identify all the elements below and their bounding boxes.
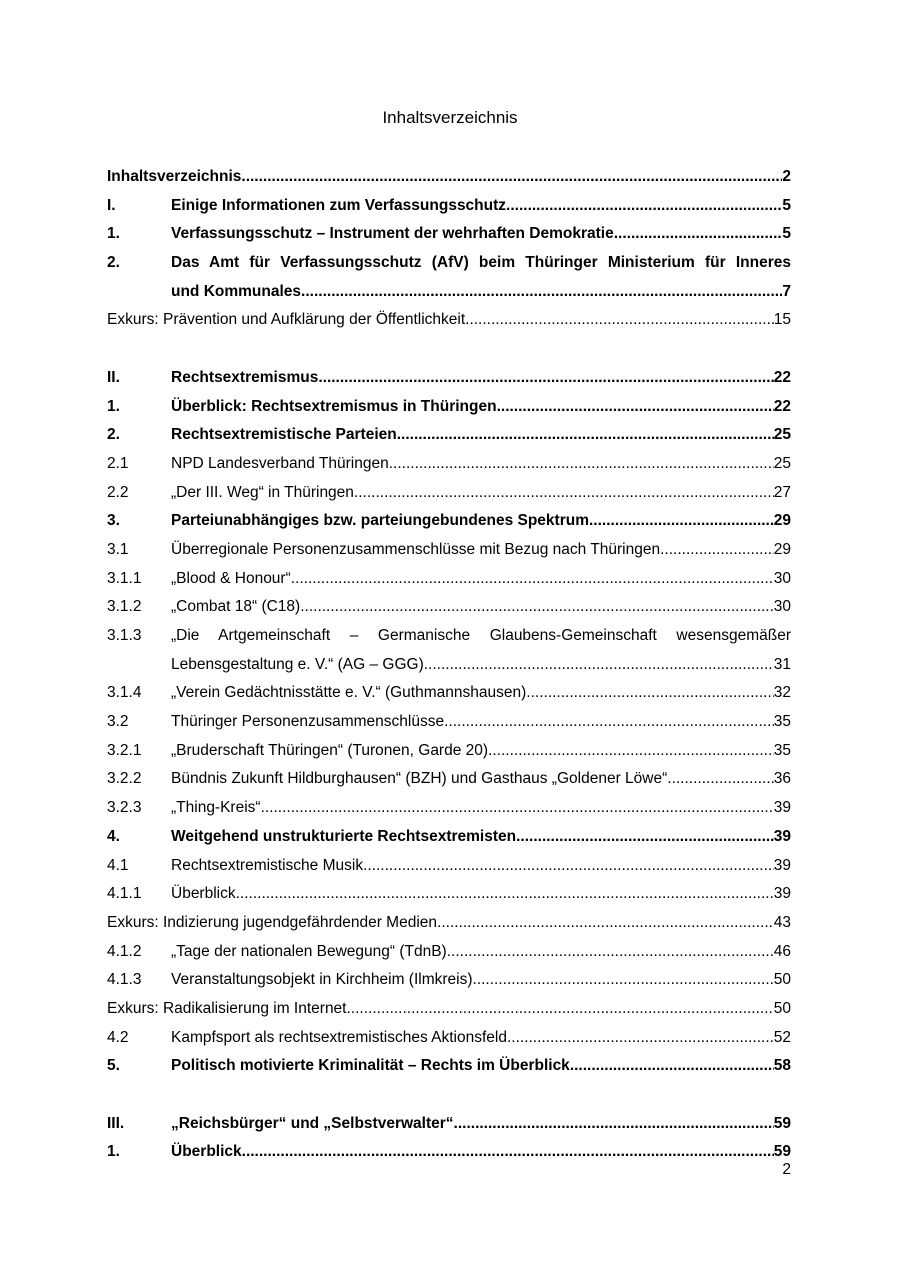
toc-entry-title: Veranstaltungsobjekt in Kirchheim (Ilmkreis) — [171, 971, 473, 989]
toc-entry-title: Weitgehend unstrukturierte Rechtsextremisten — [171, 827, 517, 845]
toc-leader-dots — [437, 909, 774, 938]
toc-entry-title: Rechtsextremismus — [171, 368, 319, 386]
toc-leader-dots — [507, 1024, 774, 1053]
toc-leader-dots — [241, 163, 782, 192]
toc-entry-title: „Combat 18“ (C18) — [171, 598, 301, 616]
toc-entry-page: 32 — [773, 684, 791, 702]
toc-leader-dots — [526, 679, 773, 708]
toc-entry-page: 31 — [773, 655, 791, 673]
toc-leader-dots — [363, 852, 774, 881]
toc-entry-number: 2. — [107, 254, 120, 272]
toc-entry-page: 58 — [773, 1057, 791, 1075]
toc-entry-number: 3.1.3 — [107, 627, 142, 644]
toc-entry-page: 39 — [773, 799, 791, 817]
toc-leader-dots — [473, 966, 774, 995]
toc-entry-title: Rechtsextremistische Musik — [171, 856, 364, 874]
table-of-contents — [107, 163, 791, 1167]
toc-entry[interactable] — [107, 220, 791, 249]
toc-entry-number: 3.1.1 — [107, 569, 142, 587]
toc-entry[interactable] — [107, 938, 791, 967]
toc-entry[interactable] — [107, 1052, 791, 1081]
toc-entry[interactable] — [107, 823, 791, 852]
toc-entry-page: 29 — [773, 512, 791, 530]
toc-entry-number: 3. — [107, 512, 120, 530]
toc-entry[interactable] — [107, 507, 791, 536]
toc-entry-number: 4. — [107, 827, 120, 845]
toc-entry-number: 4.1 — [107, 856, 129, 874]
toc-entry-title: Exkurs: Prävention und Aufklärung der Öffentlichkeit — [107, 311, 466, 329]
toc-entry-title: „Reichsbürger“ und „Selbstverwalter“ — [171, 1114, 454, 1132]
toc-entry[interactable] — [107, 880, 791, 909]
toc-leader-dots — [516, 823, 774, 852]
toc-entry-page: 35 — [773, 713, 791, 731]
toc-entry-title: „Die Artgemeinschaft – Germanische Glaubens-Gemeinschaft wesensgemäßer — [171, 627, 791, 644]
toc-entry-page: 39 — [773, 827, 791, 845]
toc-entry-number: II. — [107, 368, 120, 386]
toc-entry-title: Überblick: Rechtsextremismus in Thüringen — [171, 397, 497, 415]
toc-entry-number: 5. — [107, 1057, 120, 1075]
toc-entry-page: 30 — [773, 598, 791, 616]
toc-entry-title: „Thing-Kreis“ — [171, 799, 261, 817]
toc-entry-number: 3.1.2 — [107, 598, 142, 616]
toc-entry-page: 30 — [773, 569, 791, 587]
toc-entry-title: Rechtsextremistische Parteien — [171, 426, 397, 444]
toc-entry[interactable] — [107, 765, 791, 794]
page-number: 2 — [782, 1161, 791, 1178]
section-gap — [107, 335, 791, 364]
toc-entry-page: 7 — [782, 282, 791, 300]
toc-entry[interactable] — [107, 622, 791, 651]
page-title: Inhaltsverzeichnis — [382, 108, 518, 127]
toc-entry-page: 29 — [773, 540, 791, 558]
toc-entry-page: 52 — [773, 1028, 791, 1046]
toc-entry-number: 3.2.2 — [107, 770, 142, 788]
section-gap — [107, 1081, 791, 1110]
toc-entry[interactable] — [107, 192, 791, 221]
toc-entry[interactable] — [107, 163, 791, 192]
toc-entry-number: III. — [107, 1114, 125, 1132]
toc-leader-dots — [301, 278, 782, 307]
toc-entry-number: 2.1 — [107, 454, 129, 472]
toc-entry-title: Exkurs: Indizierung jugendgefährdender Medien — [107, 913, 438, 931]
toc-entry-title: Kampfsport als rechtsextremistisches Aktionsfeld — [171, 1028, 507, 1046]
toc-entry-page: 59 — [773, 1143, 791, 1161]
toc-leader-dots — [300, 593, 774, 622]
toc-leader-dots — [347, 995, 774, 1024]
toc-entry-title: „Bruderschaft Thüringen“ (Turonen, Garde 20) — [171, 741, 489, 759]
toc-entry-title: NPD Landesverband Thüringen — [171, 454, 389, 472]
toc-leader-dots — [465, 306, 774, 335]
toc-leader-dots — [570, 1052, 774, 1081]
toc-entry-title: Exkurs: Radikalisierung im Internet — [107, 999, 347, 1017]
toc-entry-page: 27 — [773, 483, 791, 501]
toc-entry-title: Überblick — [171, 885, 236, 903]
toc-entry[interactable] — [107, 479, 791, 508]
toc-entry[interactable] — [107, 737, 791, 766]
toc-leader-dots — [506, 192, 782, 221]
toc-entry-page: 25 — [773, 454, 791, 472]
toc-entry-continuation[interactable] — [107, 651, 791, 680]
toc-leader-dots — [397, 421, 774, 450]
toc-entry[interactable] — [107, 1138, 791, 1167]
toc-entry[interactable] — [107, 249, 791, 278]
toc-entry-number: 3.2.1 — [107, 741, 142, 759]
toc-entry[interactable] — [107, 1024, 791, 1053]
toc-entry-number: 2. — [107, 426, 120, 444]
toc-leader-dots — [261, 794, 774, 823]
toc-entry[interactable] — [107, 852, 791, 881]
toc-leader-dots — [488, 737, 774, 766]
toc-leader-dots — [660, 536, 774, 565]
toc-entry-page: 36 — [773, 770, 791, 788]
toc-entry[interactable] — [107, 306, 791, 335]
toc-entry[interactable] — [107, 794, 791, 823]
toc-entry-title: Inhaltsverzeichnis — [107, 168, 242, 185]
toc-entry-page: 59 — [773, 1114, 791, 1132]
toc-entry-page: 50 — [773, 971, 791, 989]
toc-leader-dots — [424, 651, 774, 680]
toc-entry-number: I. — [107, 196, 116, 214]
toc-leader-dots — [444, 708, 774, 737]
toc-entry-page: 46 — [773, 942, 791, 960]
toc-entry-number: 4.1.1 — [107, 885, 142, 903]
toc-entry-number: 2.2 — [107, 483, 129, 501]
toc-entry-title: „Tage der nationalen Bewegung“ (TdnB) — [171, 942, 447, 960]
toc-entry-number: 1. — [107, 1143, 120, 1161]
toc-entry-title: Bündnis Zukunft Hildburghausen“ (BZH) und Gasthaus „Goldener Löwe“ — [171, 770, 668, 788]
toc-entry[interactable] — [107, 708, 791, 737]
toc-entry[interactable] — [107, 593, 791, 622]
toc-entry-page: 50 — [773, 999, 791, 1017]
toc-entry-title: Überblick — [171, 1143, 242, 1161]
toc-leader-dots — [242, 1138, 774, 1167]
toc-entry-page: 39 — [773, 885, 791, 903]
toc-entry-number: 4.2 — [107, 1028, 129, 1046]
toc-entry[interactable] — [107, 364, 791, 393]
toc-entry-title: und Kommunales — [171, 282, 302, 300]
toc-entry-number: 3.2.3 — [107, 799, 142, 817]
toc-entry[interactable] — [107, 450, 791, 479]
toc-entry-number: 1. — [107, 397, 120, 415]
toc-entry-page: 22 — [773, 397, 791, 415]
toc-leader-dots — [667, 765, 773, 794]
toc-entry-title: Thüringer Personenzusammenschlüsse — [171, 713, 445, 731]
toc-entry-number: 1. — [107, 225, 120, 243]
toc-entry-title: „Blood & Honour“ — [171, 569, 291, 587]
toc-entry[interactable] — [107, 679, 791, 708]
toc-entry-title: „Der III. Weg“ in Thüringen — [171, 483, 354, 501]
toc-leader-dots — [589, 507, 774, 536]
toc-entry-page: 35 — [773, 741, 791, 759]
toc-leader-dots — [291, 565, 774, 594]
toc-entry-title: Verfassungsschutz – Instrument der wehrhaften Demokratie — [171, 225, 614, 243]
toc-entry-title: „Verein Gedächtnisstätte e. V.“ (Guthmannshausen) — [171, 684, 527, 702]
toc-entry-title: Überregionale Personenzusammenschlüsse mit Bezug nach Thüringen — [171, 540, 661, 558]
toc-entry-title: Parteiunabhängiges bzw. parteiungebundenes Spektrum — [171, 512, 589, 530]
toc-entry-page: 15 — [773, 311, 791, 329]
toc-entry-title: Das Amt für Verfassungsschutz (AfV) beim Thüringer Ministerium für Inneres — [171, 254, 791, 272]
toc-leader-dots — [454, 1110, 774, 1139]
toc-leader-dots — [614, 220, 783, 249]
toc-entry-number: 3.1.4 — [107, 684, 142, 702]
toc-leader-dots — [447, 938, 774, 967]
toc-leader-dots — [318, 364, 773, 393]
toc-entry[interactable] — [107, 909, 791, 938]
toc-leader-dots — [497, 393, 774, 422]
toc-leader-dots — [236, 880, 774, 909]
toc-entry-page: 5 — [782, 196, 791, 214]
toc-entry-number: 3.1 — [107, 540, 129, 558]
toc-entry-page: 25 — [773, 426, 791, 444]
toc-entry-number: 4.1.3 — [107, 971, 142, 989]
toc-leader-dots — [389, 450, 774, 479]
toc-entry-title: Politisch motivierte Kriminalität – Rechts im Überblick — [171, 1057, 570, 1075]
toc-leader-dots — [354, 479, 774, 508]
toc-entry-number: 3.2 — [107, 713, 129, 731]
toc-entry[interactable] — [107, 536, 791, 565]
toc-entry-title: Einige Informationen zum Verfassungsschutz — [171, 196, 507, 214]
toc-entry[interactable] — [107, 966, 791, 995]
toc-entry-page: 2 — [782, 168, 791, 185]
toc-entry[interactable] — [107, 393, 791, 422]
toc-entry-continuation[interactable] — [107, 278, 791, 307]
toc-entry-title: Lebensgestaltung e. V.“ (AG – GGG) — [171, 655, 424, 673]
toc-entry[interactable] — [107, 421, 791, 450]
toc-entry-page: 5 — [782, 225, 791, 243]
toc-entry-page: 43 — [773, 913, 791, 931]
toc-entry-page: 39 — [773, 856, 791, 874]
toc-entry[interactable] — [107, 1110, 791, 1139]
toc-entry-number: 4.1.2 — [107, 942, 142, 960]
toc-entry[interactable] — [107, 995, 791, 1024]
toc-entry-page: 22 — [773, 368, 791, 386]
toc-entry[interactable] — [107, 565, 791, 594]
